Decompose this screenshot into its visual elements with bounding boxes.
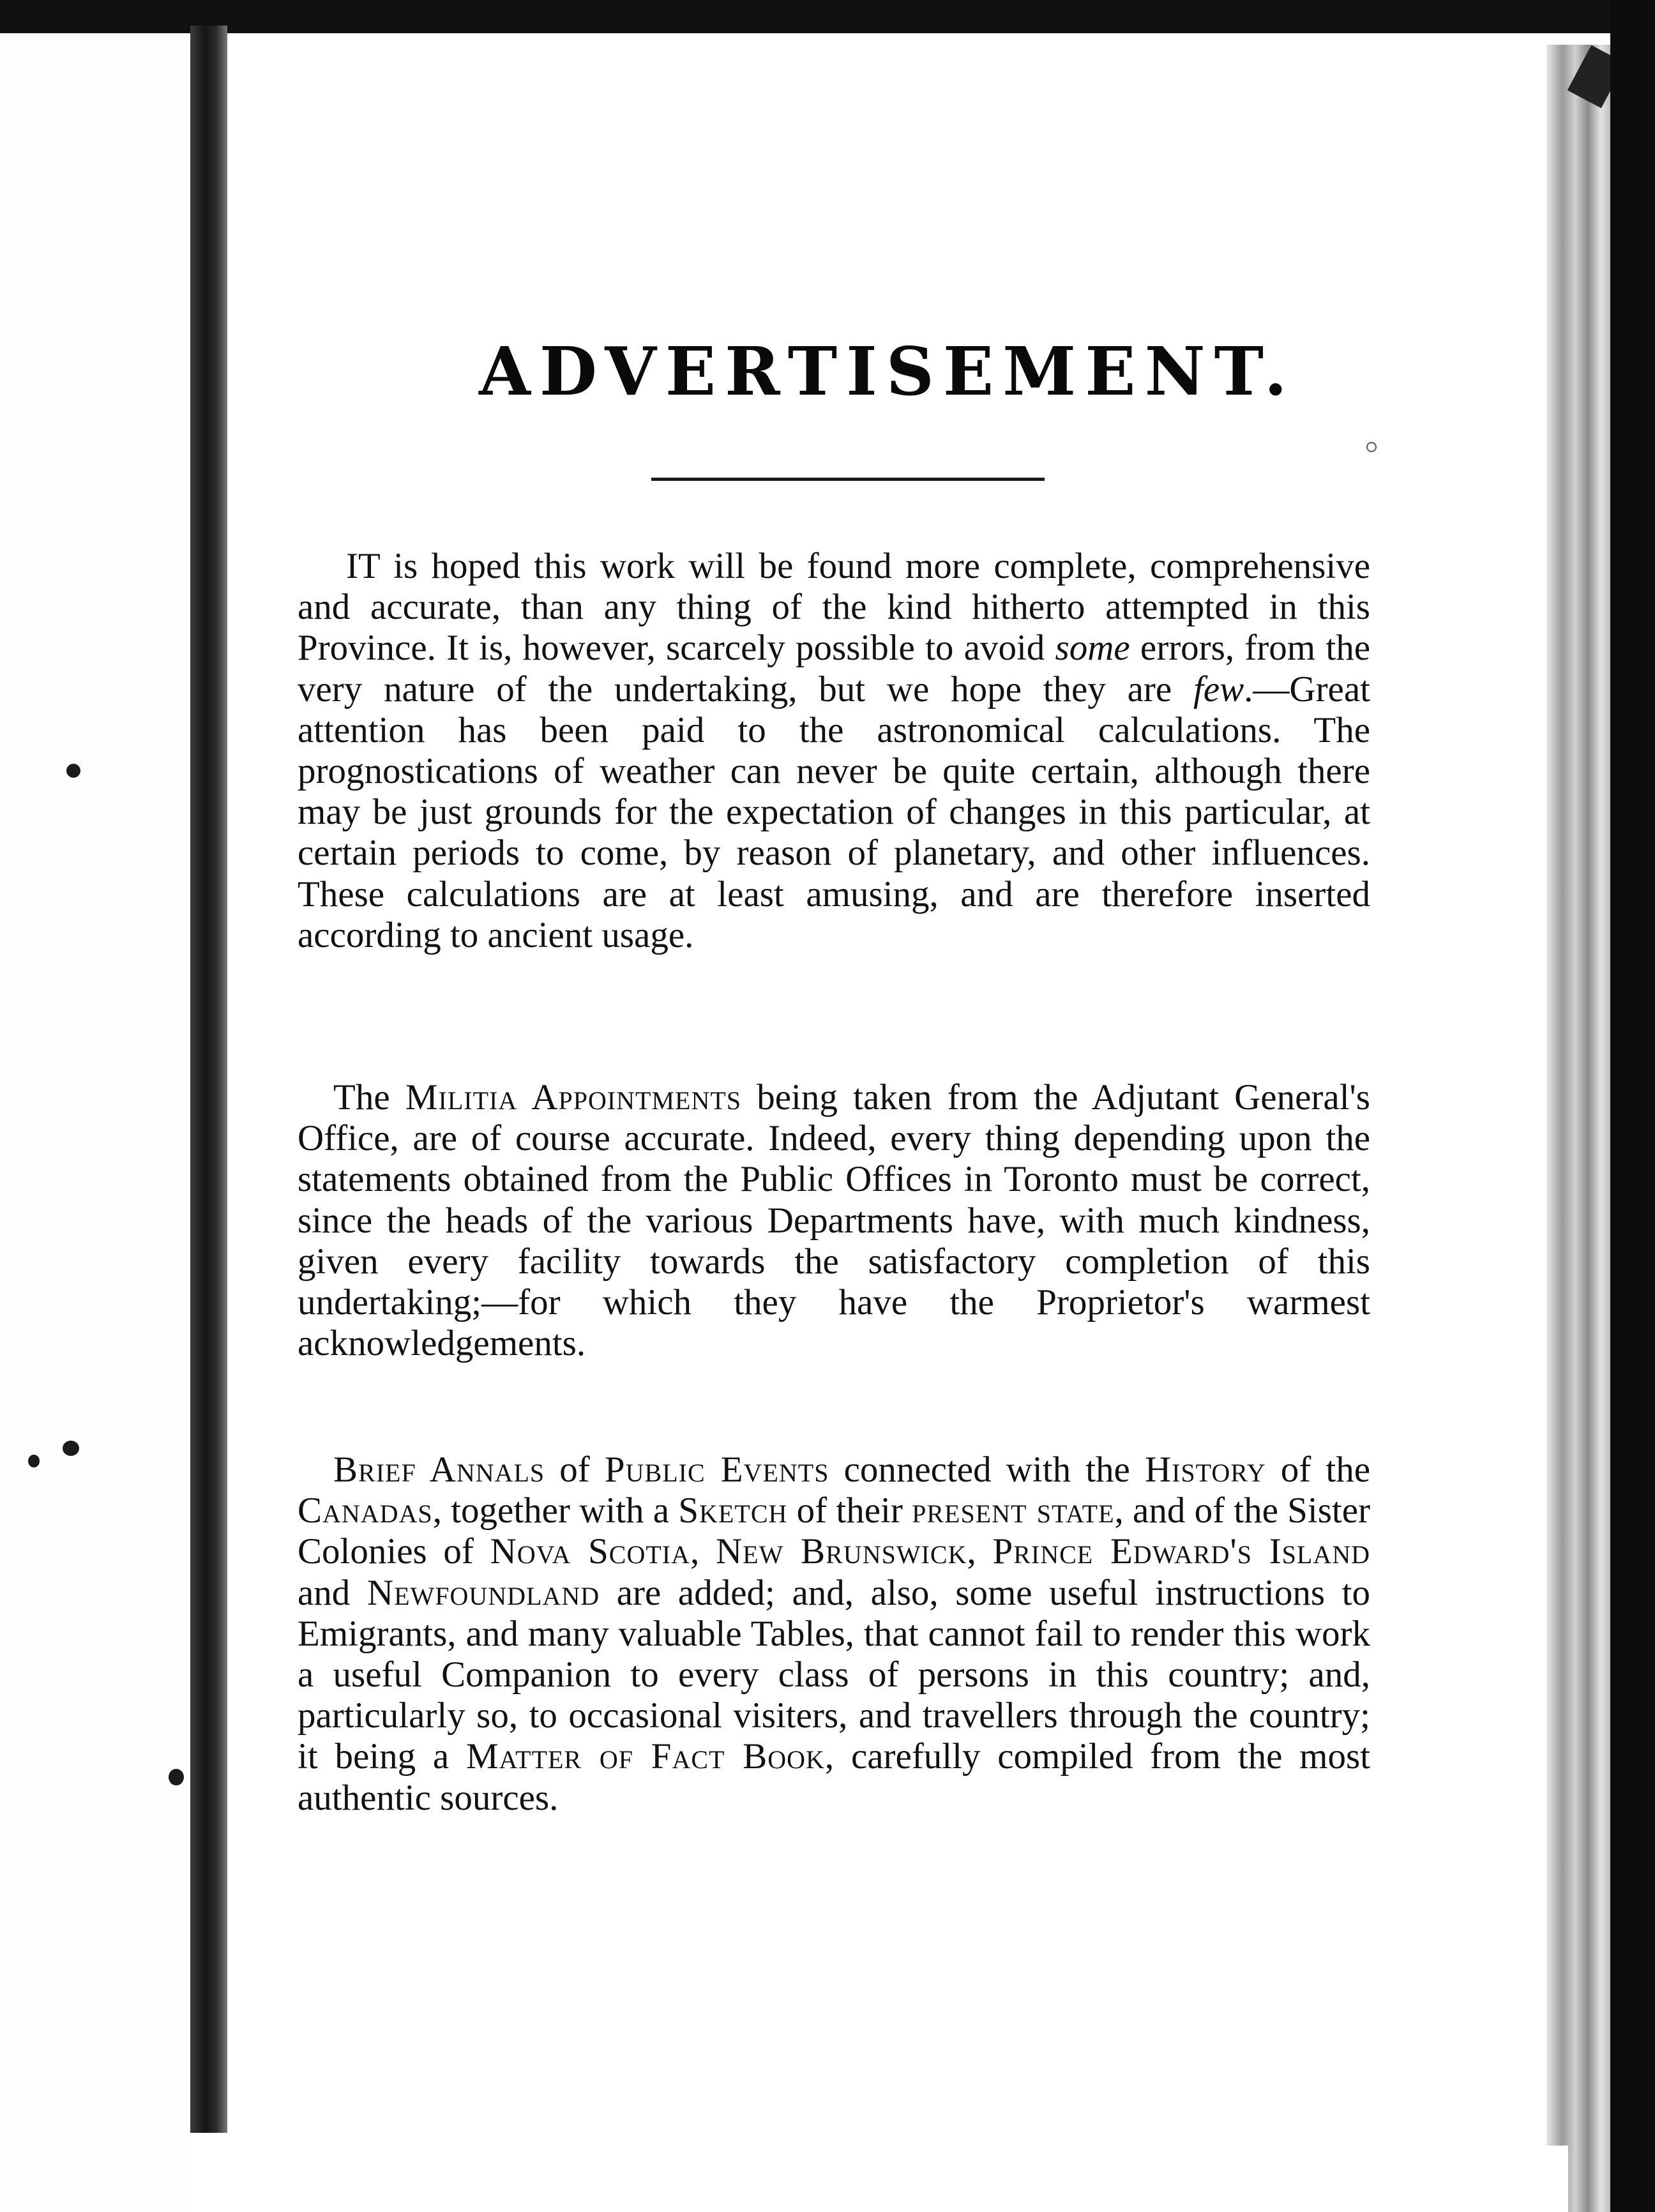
small-caps-text: Militia Appointments <box>405 1077 742 1117</box>
paragraph-militia <box>298 1077 1370 1364</box>
bleed-through-dot <box>169 1769 184 1785</box>
top-shadow <box>0 0 1655 33</box>
text-span: , carefully compiled from the most authentic sources. <box>298 1736 1370 1818</box>
text-span: , together with a <box>432 1490 679 1531</box>
small-caps-text: Nova Scotia <box>490 1531 690 1572</box>
text-span: and <box>298 1572 367 1613</box>
text-span: , <box>690 1531 716 1572</box>
bleed-through-dot <box>66 764 80 778</box>
small-caps-text: present state <box>912 1490 1115 1531</box>
text-span: of <box>545 1450 605 1490</box>
small-caps-text: History <box>1144 1450 1266 1490</box>
page-title: ADVERTISEMENT. <box>479 332 1296 411</box>
small-caps-text: Prince Edward's Island <box>992 1531 1371 1572</box>
text-span: , and of the Sister Colonies of <box>298 1490 1371 1572</box>
bleed-through-dot <box>1366 442 1377 452</box>
small-caps-text: Public Events <box>604 1450 829 1490</box>
paragraph-annals <box>298 1450 1370 1819</box>
right-shadow <box>1610 0 1655 2212</box>
text-span: being taken from the Adjutant General's Office, are of course accurate. Indeed, every thing depending upon the statements obtained from the Public Offices in Toronto must be correct, since the heads of the various Departments have, with much kindness, given every facility towards the satisfactory completion of this undertaking;—for which they have the Proprietor's warmest acknowledgements. <box>298 1077 1370 1364</box>
text-span: .—Great attention has been paid to the astronomical calculations. The prognostications of weather can never be quite certain, although there may be just grounds for the expectation of changes in this particular, at certain periods to come, by reason of planetary, and other influences. These calculations are at least amusing, and are therefore inserted according to ancient usage. <box>298 669 1370 955</box>
text-span: , <box>967 1531 993 1572</box>
small-caps-text: Sketch <box>678 1490 788 1531</box>
text-span: connected with the <box>829 1450 1145 1490</box>
bottom-margin <box>227 2146 1568 2212</box>
title-rule <box>651 478 1045 481</box>
small-caps-text: Canadas <box>298 1490 433 1531</box>
bleed-through-dot <box>28 1455 40 1467</box>
text-span: errors, from the very nature of the undertaking, but we hope they are <box>298 628 1370 709</box>
text-span: IT is hoped this work will be found more complete, comprehensive and accurate, than any thing of the kind hitherto attempted in this Province. It is, however, scarcely possible to avoid <box>298 546 1370 669</box>
text-span: are added; and, also, some useful instructions to Emigrants, and many valuable Tables, that cannot fail to render this work a useful Companion to every class of persons in this country; and, particularly so, to occasional visiters, and travellers through the country; it being a <box>298 1572 1370 1777</box>
page-edges <box>1546 45 1610 2212</box>
paragraph-intro <box>298 546 1370 956</box>
text-span: of the <box>1266 1450 1371 1490</box>
text-span: of their <box>787 1490 912 1531</box>
small-caps-text: Matter of Fact Book <box>465 1736 825 1777</box>
emphasis-text: few <box>1193 669 1244 709</box>
book-gutter <box>190 26 227 2133</box>
small-caps-text: Newfoundland <box>367 1572 600 1613</box>
emphasis-text: some <box>1055 628 1130 669</box>
small-caps-text: New Brunswick <box>716 1531 967 1572</box>
left-facing-page <box>0 33 190 2212</box>
small-caps-text: Brief Annals <box>333 1450 545 1490</box>
text-span: The <box>333 1077 405 1117</box>
bleed-through-dot <box>63 1441 79 1456</box>
